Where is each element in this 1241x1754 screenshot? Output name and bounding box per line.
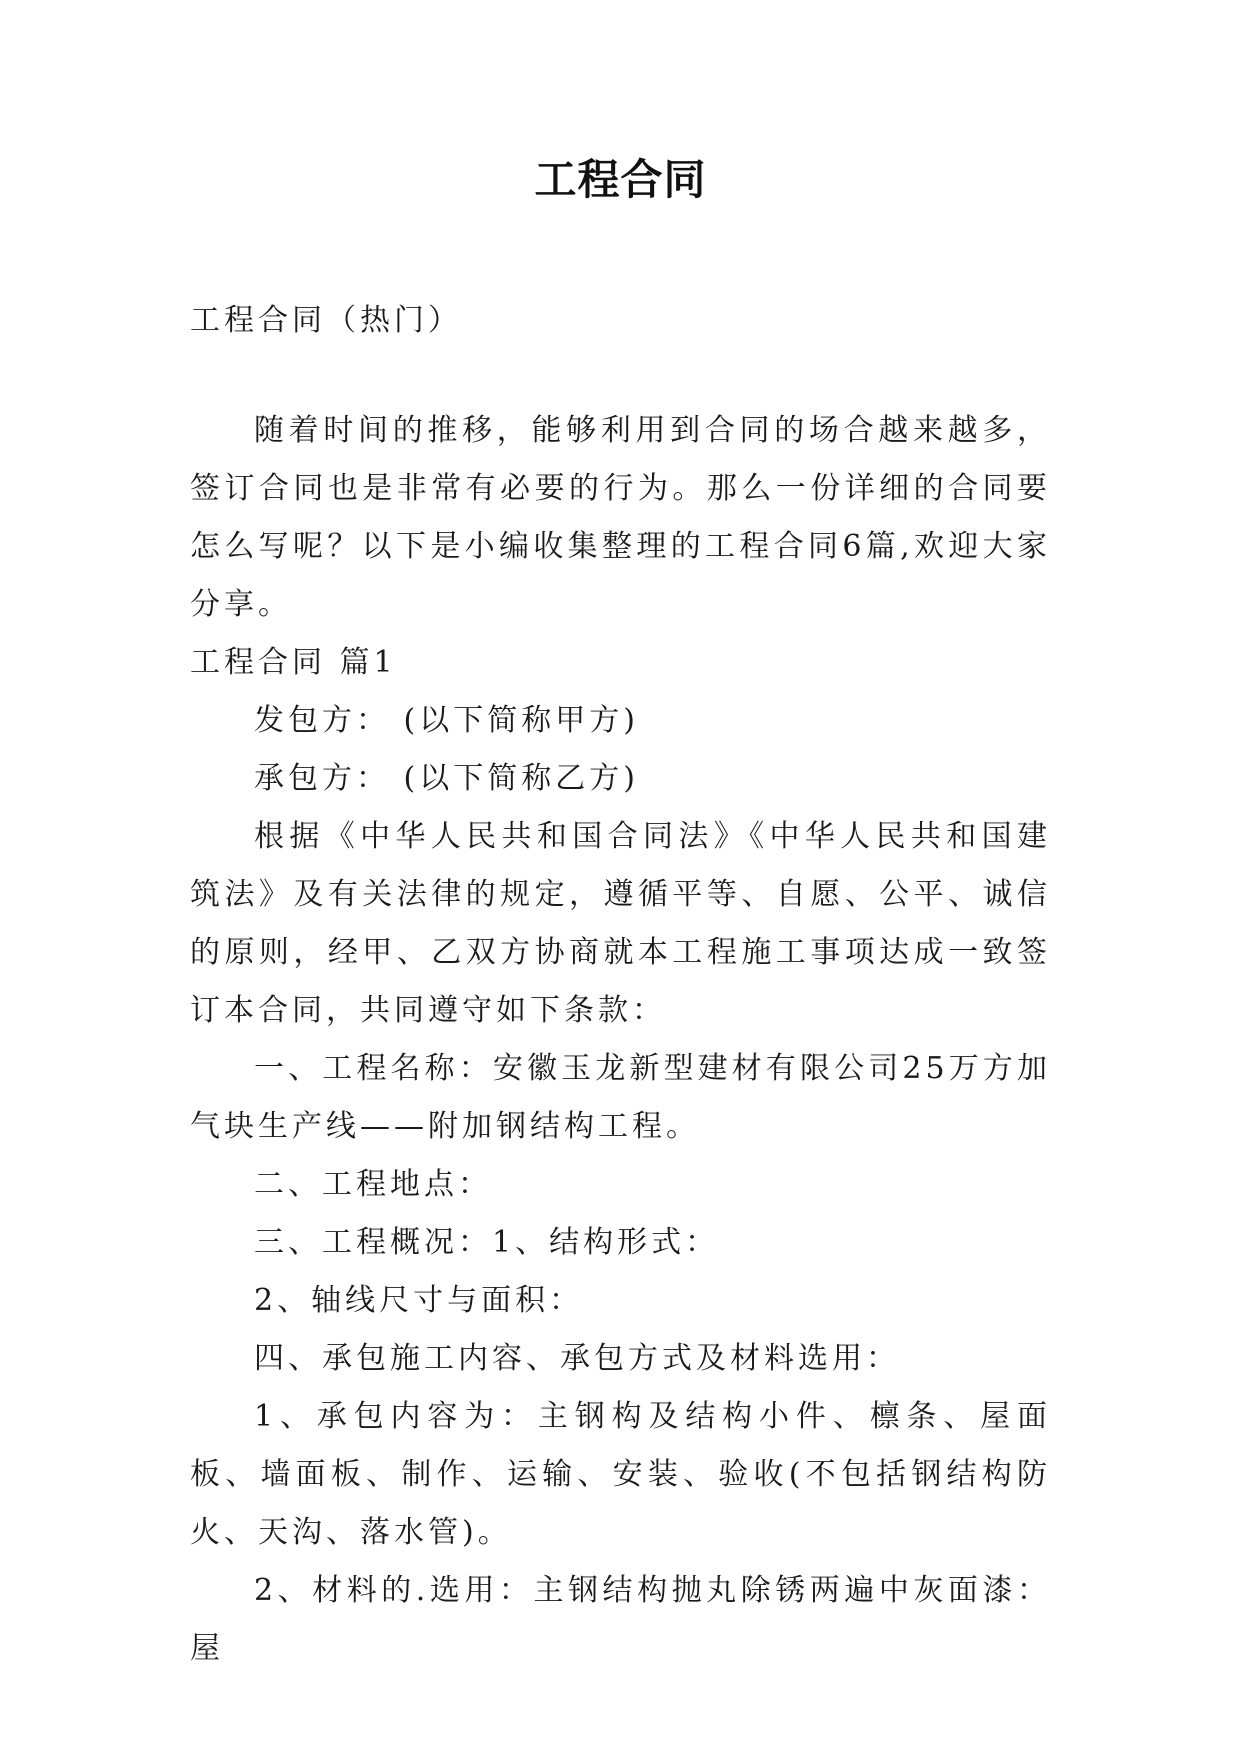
clause-project-name: 一、工程名称：安徽玉龙新型建材有限公司25万方加气块生产线——附加钢结构工程。	[190, 1051, 1051, 1144]
intro-paragraph: 随着时间的推移，能够利用到合同的场合越来越多，签订合同也是非常有必要的行为。那么一份详细的合同要怎么写呢？以下是小编收集整理的工程合同6篇,欢迎大家分享。	[190, 413, 1051, 622]
clause-axis-dimensions: 2、轴线尺寸与面积：	[254, 1283, 584, 1318]
clause-scope-content: 1、承包内容为：主钢构及结构小件、檩条、屋面板、墙面板、制作、运输、安装、验收(不包括钢结构防火、天沟、落水管)。	[190, 1399, 1051, 1550]
legal-basis-paragraph: 根据《中华人民共和国合同法》《中华人民共和国建筑法》及有关法律的规定，遵循平等、自愿、公平、诚信的原则，经甲、乙双方协商就本工程施工事项达成一致签订本合同，共同遵守如下条款：	[190, 819, 1051, 1028]
document-title: 工程合同	[534, 155, 707, 204]
clause-project-location: 二、工程地点：	[254, 1167, 492, 1202]
party-b-line: 承包方： (以下简称乙方)	[254, 761, 639, 796]
document-body	[190, 402, 1051, 1678]
clause-scope-heading: 四、承包施工内容、承包方式及材料选用：	[254, 1341, 900, 1376]
section-heading: 工程合同 篇1	[190, 645, 397, 680]
document-subtitle: 工程合同（热门）	[190, 303, 462, 338]
clause-project-overview: 三、工程概况：1、结构形式：	[254, 1225, 720, 1260]
clause-material-selection: 2、材料的.选用：主钢结构抛丸除锈两遍中灰面漆：屋	[190, 1573, 1051, 1666]
party-a-line: 发包方： (以下简称甲方)	[254, 703, 639, 738]
